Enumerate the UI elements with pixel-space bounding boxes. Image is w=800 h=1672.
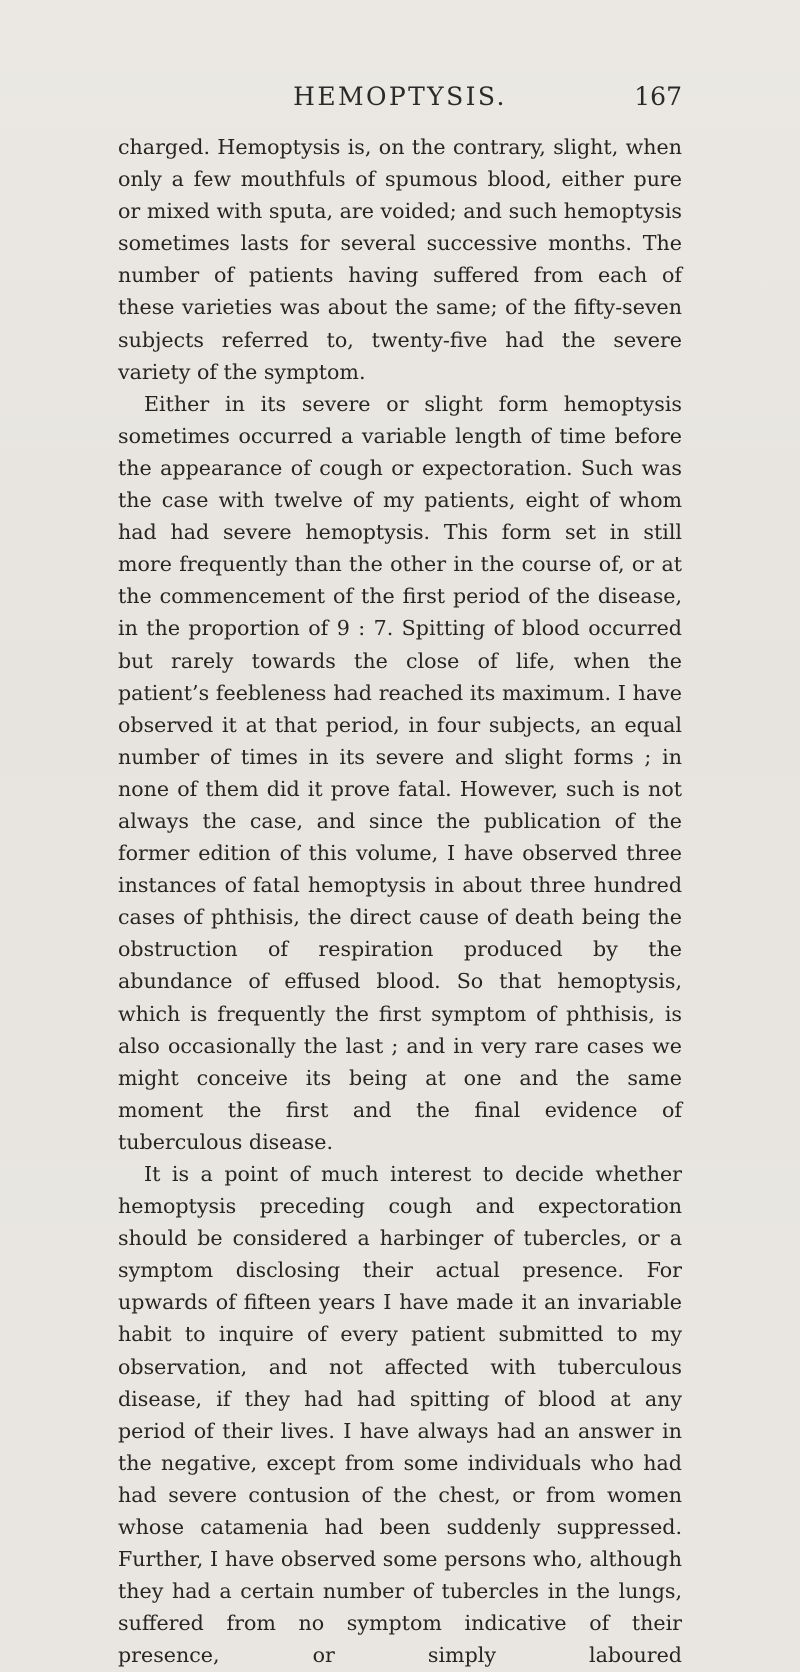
running-head: HEMOPTYSIS. (293, 82, 507, 111)
paragraph-1: charged. Hemoptysis is, on the contrary, slight, when only a few mouthfuls of spumous blood, either pure or mixed with sputa, are voided; and such hemoptysis sometimes lasts for several successive months. The number of patients having suffered from each of these varieties was about the same; of the fifty-seven subjects referred to, twenty-five had the severe variety of the symptom. (118, 135, 682, 384)
paragraph-3: It is a point of much interest to decide whether hemoptysis preceding cough and expectoration should be considered a harbinger of tubercles, or a symptom disclosing their actual presence. For upwards of fifteen years I have made it an invariable habit to inquire of every patient submitted to my observation, and not affected with tuberculous disease, if they had had spitting of blood at any period of their lives. I have always had an answer in the negative, except from some individuals who had had severe contusion of the chest, or from women whose catamenia had been suddenly suppressed. Further, I have observed some persons who, although they had a certain number of tubercles in the lungs, suffered from no symptom indicative of their presence, or simply laboured (118, 1162, 682, 1668)
page-number: 167 (634, 82, 682, 111)
body-text (118, 131, 682, 1672)
paragraph-2: Either in its severe or slight form hemoptysis sometimes occurred a variable length of time before the appearance of cough or expectoration. Such was the case with twelve of my patients, eight of whom had had severe hemoptysis. This form set in still more frequently than the other in the course of, or at the commencement of the first period of the disease, in the proportion of 9 : 7. Spitting of blood occurred but rarely towards the close of life, when the patient’s feebleness had reached its maximum. I have observed it at that period, in four subjects, an equal number of times in its severe and slight forms ; in none of them did it prove fatal. However, such is not always the case, and since the publication of the former edition of this volume, I have observed three instances of fatal hemoptysis in about three hundred cases of phthisis, the direct cause of death being the obstruction of respiration produced by the abundance of effused blood. So that hemoptysis, which is frequently the first symptom of phthisis, is also occasionally the last ; and in very rare cases we might conceive its being at one and the same moment the first and the final evidence of tuberculous disease. (118, 391, 682, 1154)
page-header (0, 82, 800, 118)
